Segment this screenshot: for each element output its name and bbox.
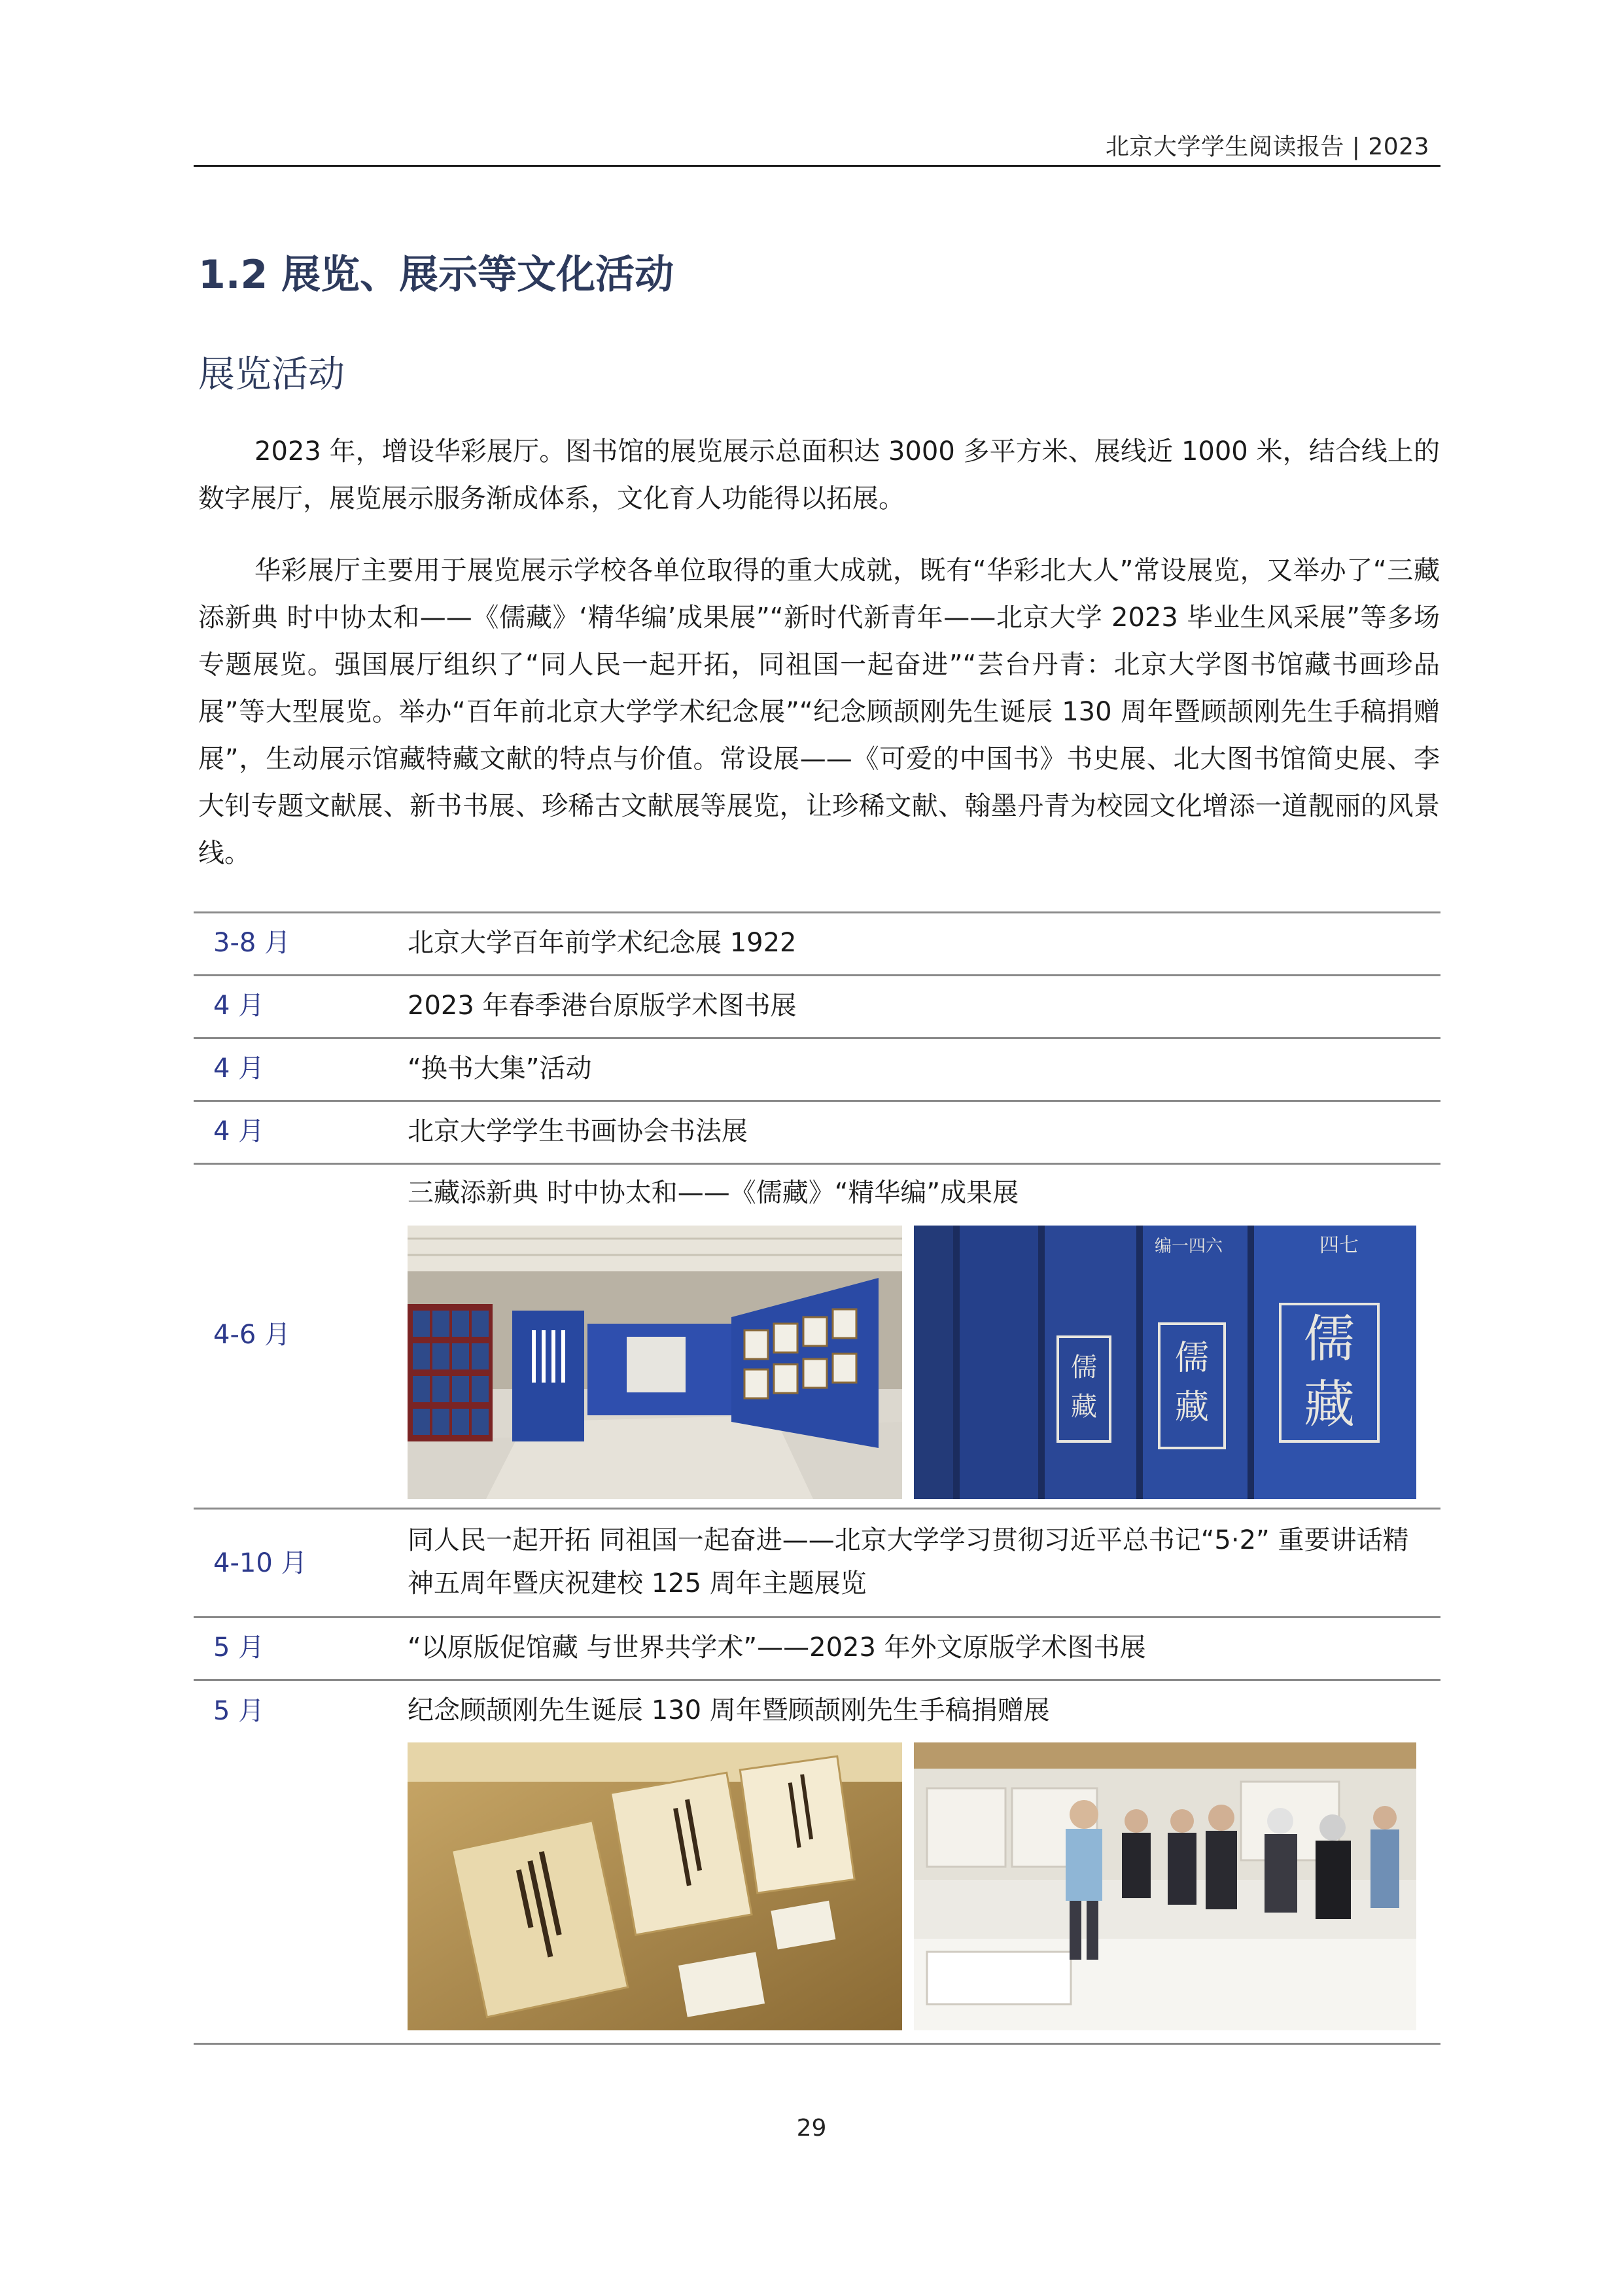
book-glyph-ru-small: 儒 bbox=[1071, 1352, 1097, 1383]
book-glyph-cang-small: 藏 bbox=[1071, 1392, 1097, 1422]
exhibition-date: 4 月 bbox=[213, 1053, 265, 1084]
exhibition-date: 4-10 月 bbox=[213, 1548, 307, 1578]
rucang-books-photo bbox=[914, 1226, 1416, 1499]
exhibition-title: 同人民一起开拓 同祖国一起奋进——北京大学学习贯彻习近平总书记“5·2” 重要讲话精神五周年暨庆祝建校 125 周年主题展览 bbox=[408, 1525, 1409, 1598]
book-spine-number: 四七 bbox=[1319, 1234, 1359, 1257]
table-row bbox=[194, 911, 1440, 976]
visitors-photo bbox=[914, 1742, 1416, 2030]
section-title: 1.2 展览、展示等文化活动 bbox=[198, 252, 674, 298]
exhibition-title: 纪念顾颉刚先生诞辰 130 周年暨顾颉刚先生手稿捐赠展 bbox=[408, 1695, 1050, 1725]
book-glyph-cang-large: 藏 bbox=[1303, 1375, 1355, 1434]
intro-paragraph: 2023 年，增设华彩展厅。图书馆的展览展示总面积达 3000 多平方米、展线近 1000 米，结合线上的数字展厅，展览展示服务渐成体系，文化育人功能得以拓展。 bbox=[198, 436, 1440, 514]
exhibition-title: 三藏添新典 时中协太和——《儒藏》“精华编”成果展 bbox=[408, 1178, 1019, 1208]
exhibition-table bbox=[194, 911, 1440, 2045]
exhibition-title: 2023 年春季港台原版学术图书展 bbox=[408, 991, 797, 1021]
exhibition-date: 5 月 bbox=[213, 1633, 265, 1663]
table-row bbox=[194, 1102, 1440, 1165]
page-number: 29 bbox=[796, 2115, 827, 2142]
exhibition-date: 5 月 bbox=[213, 1696, 265, 1726]
book-glyph-cang-mid: 藏 bbox=[1174, 1388, 1210, 1427]
exhibition-hall-photo bbox=[408, 1226, 902, 1499]
exhibition-date: 4-6 月 bbox=[213, 1320, 291, 1350]
header-divider bbox=[194, 165, 1440, 167]
manuscripts-photo bbox=[408, 1742, 902, 2030]
report-header: 北京大学学生阅读报告 | 2023 bbox=[1105, 133, 1429, 160]
table-row bbox=[194, 1618, 1440, 1681]
book-glyph-ru-large: 儒 bbox=[1303, 1310, 1355, 1369]
table-row bbox=[194, 1165, 1440, 1510]
book-spine-label: 编一四六 bbox=[1154, 1237, 1223, 1256]
table-row bbox=[194, 1681, 1440, 2045]
book-glyph-ru-mid: 儒 bbox=[1174, 1339, 1210, 1378]
table-row bbox=[194, 1039, 1440, 1102]
exhibition-date: 3-8 月 bbox=[213, 928, 291, 958]
table-row bbox=[194, 1510, 1440, 1618]
exhibition-date: 4 月 bbox=[213, 1116, 265, 1146]
detail-paragraph: 华彩展厅主要用于展览展示学校各单位取得的重大成就，既有“华彩北大人”常设展览，又举办了“三藏添新典 时中协太和——《儒藏》‘精华编’成果展”“新时代新青年——北京大学 2023 毕业生风采展”等多场专题展览。强国展厅组织了“同人民一起开拓，同祖国一起奋进”“芸台丹青：北京大学图书馆藏书画珍品展”等大型展览。举办“百年前北京大学学术纪念展”“纪念顾颉刚先生诞辰 130 周年暨顾颉刚先生手稿捐赠展”，生动展示馆藏特藏文献的特点与价值。常设展——《可爱的中国书》书史展、北大图书馆简史展、李大钊专题文献展、新书书展、珍稀古文献展等展览，让珍稀文献、翰墨丹青为校园文化增添一道靓丽的风景线。 bbox=[198, 556, 1440, 868]
exhibition-date: 4 月 bbox=[213, 991, 265, 1021]
exhibition-title: “以原版促馆藏 与世界共学术”——2023 年外文原版学术图书展 bbox=[408, 1633, 1146, 1663]
exhibition-title: 北京大学百年前学术纪念展 1922 bbox=[408, 928, 797, 958]
table-row bbox=[194, 976, 1440, 1039]
exhibition-title: 北京大学学生书画协会书法展 bbox=[408, 1116, 748, 1146]
exhibition-title: “换书大集”活动 bbox=[408, 1053, 592, 1084]
subsection-title: 展览活动 bbox=[198, 353, 345, 396]
